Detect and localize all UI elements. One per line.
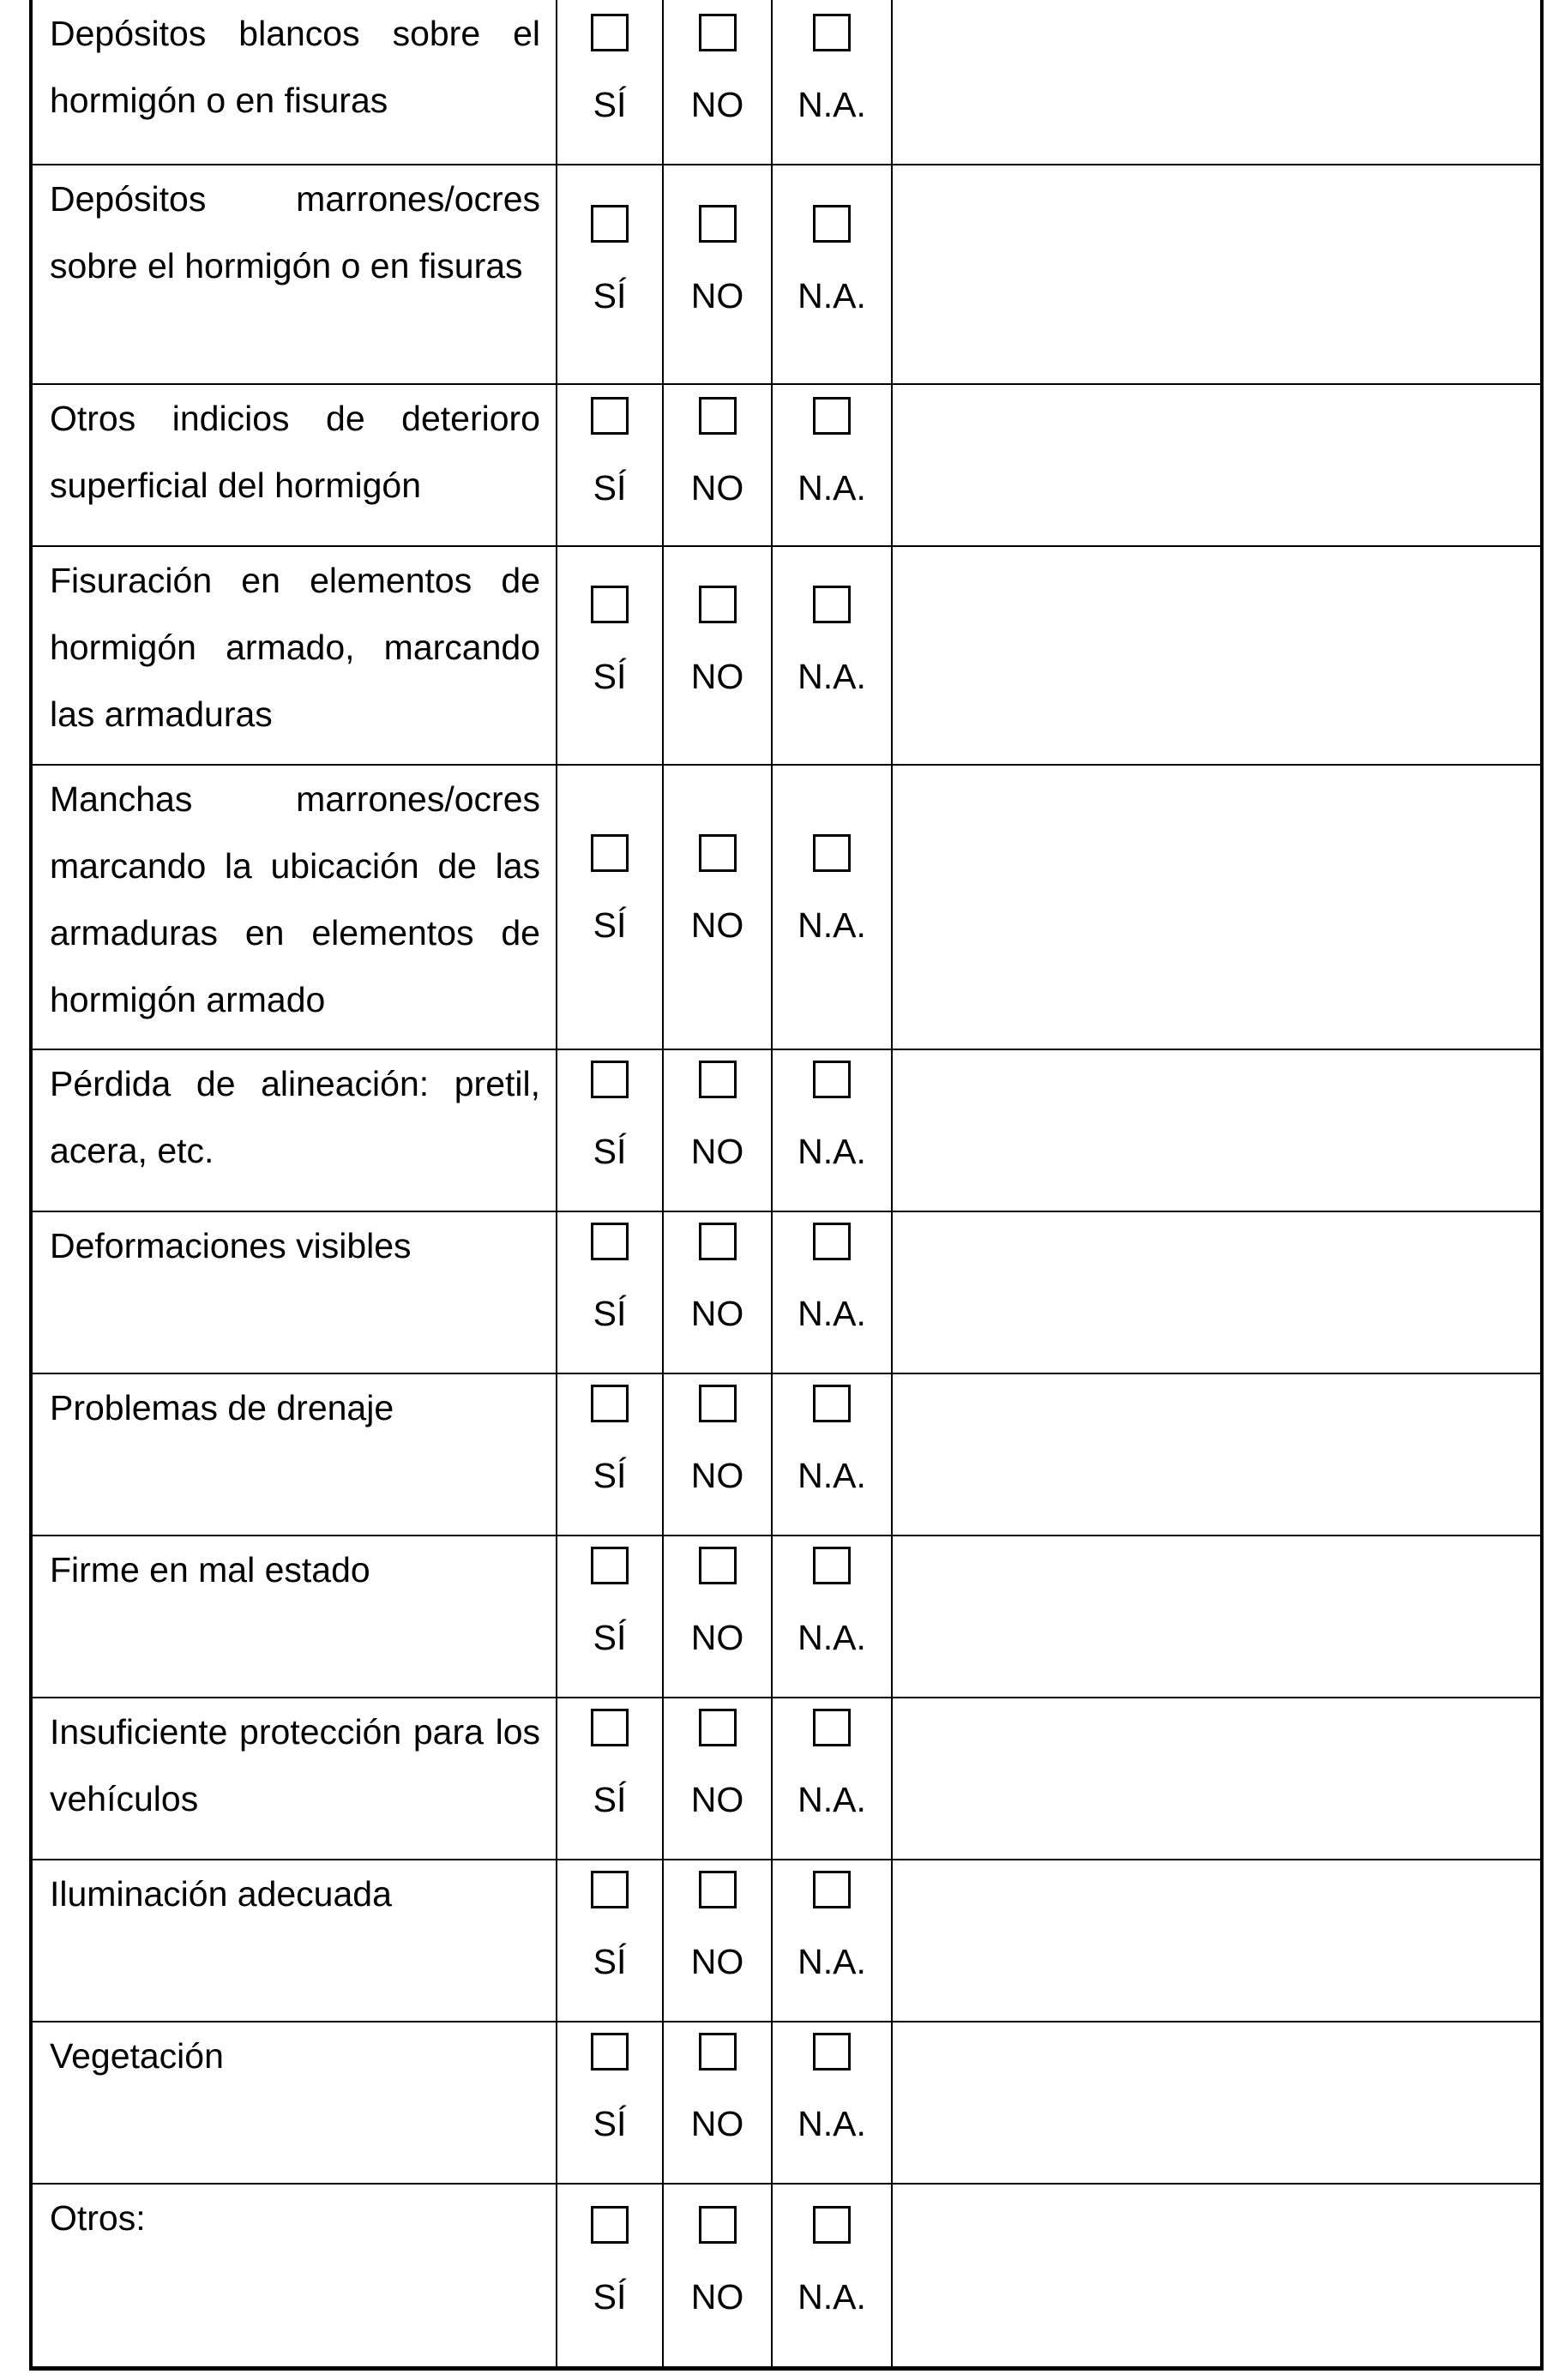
checklist-row (31, 1211, 1542, 1373)
no-checkbox[interactable] (699, 1547, 737, 1584)
na-label: N.A. (798, 1780, 866, 1819)
yes-checkbox[interactable] (591, 1547, 629, 1584)
na-label: N.A. (798, 2104, 866, 2143)
option-no-cell (663, 384, 772, 546)
row-label: Otros indicios de deterioro superficial del hormigón (50, 399, 540, 505)
checklist-row (31, 2022, 1542, 2184)
observations-cell[interactable] (892, 384, 1542, 546)
na-checkbox[interactable] (813, 205, 851, 243)
observations-cell[interactable] (892, 1049, 1542, 1211)
yes-label: SÍ (593, 657, 627, 696)
option-no-cell (663, 765, 772, 1049)
option-yes-cell (557, 1698, 663, 1860)
row-label: Problemas de drenaje (50, 1388, 394, 1427)
no-checkbox[interactable] (699, 586, 737, 623)
row-label-cell (31, 1536, 557, 1698)
row-label: Depósitos marrones/ocres sobre el hormigón o en fisuras (50, 179, 540, 285)
yes-checkbox[interactable] (591, 586, 629, 623)
na-checkbox[interactable] (813, 586, 851, 623)
option-na-cell (772, 1049, 892, 1211)
no-checkbox[interactable] (699, 397, 737, 435)
option-no-cell (663, 1536, 772, 1698)
no-checkbox[interactable] (699, 2206, 737, 2244)
yes-label: SÍ (593, 1618, 627, 1657)
option-na-cell (772, 765, 892, 1049)
option-na-cell (772, 384, 892, 546)
option-no-cell (663, 1211, 772, 1373)
no-checkbox[interactable] (699, 834, 737, 872)
na-checkbox[interactable] (813, 14, 851, 51)
no-label: NO (690, 2277, 744, 2317)
option-no-cell (663, 2022, 772, 2184)
na-checkbox[interactable] (813, 1709, 851, 1746)
checklist-row (31, 384, 1542, 546)
row-label-cell (31, 0, 557, 165)
row-label-cell (31, 546, 557, 765)
no-checkbox[interactable] (699, 1223, 737, 1260)
no-label: NO (690, 905, 744, 945)
option-yes-cell (557, 1536, 663, 1698)
option-no-cell (663, 1698, 772, 1860)
yes-label: SÍ (593, 1942, 627, 1981)
option-no-cell (663, 1860, 772, 2022)
na-checkbox[interactable] (813, 1871, 851, 1908)
na-checkbox[interactable] (813, 1385, 851, 1422)
row-label-cell (31, 765, 557, 1049)
no-checkbox[interactable] (699, 1385, 737, 1422)
option-yes-cell (557, 1049, 663, 1211)
option-yes-cell (557, 1373, 663, 1536)
na-checkbox[interactable] (813, 1223, 851, 1260)
option-yes-cell (557, 0, 663, 165)
observations-cell[interactable] (892, 0, 1542, 165)
option-na-cell (772, 2022, 892, 2184)
yes-label: SÍ (593, 1132, 627, 1171)
row-label-cell (31, 1373, 557, 1536)
na-checkbox[interactable] (813, 2206, 851, 2244)
yes-checkbox[interactable] (591, 1223, 629, 1260)
observations-cell[interactable] (892, 765, 1542, 1049)
option-yes-cell (557, 165, 663, 384)
option-no-cell (663, 546, 772, 765)
observations-cell[interactable] (892, 1860, 1542, 2022)
option-yes-cell (557, 1211, 663, 1373)
row-label: Deformaciones visibles (50, 1226, 412, 1265)
observations-cell[interactable] (892, 1373, 1542, 1536)
checklist-row (31, 1049, 1542, 1211)
option-na-cell (772, 0, 892, 165)
na-label: N.A. (798, 1294, 866, 1333)
na-checkbox[interactable] (813, 1547, 851, 1584)
yes-checkbox[interactable] (591, 2206, 629, 2244)
na-label: N.A. (798, 276, 866, 316)
no-checkbox[interactable] (699, 1709, 737, 1746)
na-checkbox[interactable] (813, 2033, 851, 2070)
option-yes-cell (557, 1860, 663, 2022)
yes-label: SÍ (593, 2104, 627, 2143)
row-label: Firme en mal estado (50, 1550, 370, 1590)
yes-checkbox[interactable] (591, 397, 629, 435)
row-label: Fisuración en elementos de hormigón armado, marcando las armaduras (50, 561, 540, 734)
yes-label: SÍ (593, 905, 627, 945)
yes-label: SÍ (593, 1294, 627, 1333)
row-label-cell (31, 165, 557, 384)
option-yes-cell (557, 2022, 663, 2184)
na-label: N.A. (798, 1456, 866, 1495)
option-no-cell (663, 165, 772, 384)
option-yes-cell (557, 2184, 663, 2368)
yes-label: SÍ (593, 1456, 627, 1495)
option-na-cell (772, 1698, 892, 1860)
no-label: NO (690, 276, 744, 316)
option-no-cell (663, 2184, 772, 2368)
option-na-cell (772, 1373, 892, 1536)
checklist-row (31, 1373, 1542, 1536)
row-label-cell (31, 2022, 557, 2184)
na-label: N.A. (798, 85, 866, 124)
no-checkbox[interactable] (699, 205, 737, 243)
na-checkbox[interactable] (813, 397, 851, 435)
na-label: N.A. (798, 1942, 866, 1981)
option-no-cell (663, 1373, 772, 1536)
no-label: NO (690, 1294, 744, 1333)
checklist-row (31, 1698, 1542, 1860)
row-label: Vegetación (50, 2036, 224, 2076)
yes-label: SÍ (593, 276, 627, 316)
observations-cell[interactable] (892, 1536, 1542, 1698)
option-na-cell (772, 1536, 892, 1698)
row-label: Insuficiente protección para los vehículos (50, 1712, 540, 1818)
no-label: NO (690, 468, 744, 508)
no-checkbox[interactable] (699, 14, 737, 51)
option-na-cell (772, 546, 892, 765)
row-label: Depósitos blancos sobre el hormigón o en fisuras (50, 14, 540, 120)
row-label: Manchas marrones/ocres marcando la ubicación de las armaduras en elementos de hormigón armado (50, 779, 540, 1019)
na-label: N.A. (798, 2277, 866, 2317)
no-label: NO (690, 657, 744, 696)
option-yes-cell (557, 546, 663, 765)
row-label: Pérdida de alineación: pretil, acera, etc. (50, 1064, 540, 1170)
yes-label: SÍ (593, 1780, 627, 1819)
na-label: N.A. (798, 905, 866, 945)
yes-checkbox[interactable] (591, 834, 629, 872)
yes-checkbox[interactable] (591, 1061, 629, 1098)
no-label: NO (690, 1780, 744, 1819)
inspection-checklist-table (29, 0, 1544, 2371)
option-no-cell (663, 1049, 772, 1211)
yes-checkbox[interactable] (591, 1385, 629, 1422)
checklist-row (31, 1536, 1542, 1698)
yes-label: SÍ (593, 468, 627, 508)
checklist-row (31, 546, 1542, 765)
no-label: NO (690, 1132, 744, 1171)
row-label-cell (31, 2184, 557, 2368)
checklist-row (31, 0, 1542, 165)
yes-checkbox[interactable] (591, 1871, 629, 1908)
observations-cell[interactable] (892, 2184, 1542, 2368)
na-label: N.A. (798, 1618, 866, 1657)
no-label: NO (690, 1942, 744, 1981)
checklist-row (31, 2184, 1542, 2368)
option-na-cell (772, 2184, 892, 2368)
option-na-cell (772, 1211, 892, 1373)
na-label: N.A. (798, 468, 866, 508)
na-label: N.A. (798, 1132, 866, 1171)
option-yes-cell (557, 384, 663, 546)
no-label: NO (690, 1618, 744, 1657)
yes-label: SÍ (593, 2277, 627, 2317)
checklist-row (31, 765, 1542, 1049)
row-label: Otros: (50, 2198, 146, 2238)
no-checkbox[interactable] (699, 1061, 737, 1098)
option-yes-cell (557, 765, 663, 1049)
yes-checkbox[interactable] (591, 14, 629, 51)
observations-cell[interactable] (892, 2022, 1542, 2184)
row-label-cell (31, 1860, 557, 2022)
row-label-cell (31, 1211, 557, 1373)
no-label: NO (690, 1456, 744, 1495)
no-checkbox[interactable] (699, 1871, 737, 1908)
yes-checkbox[interactable] (591, 205, 629, 243)
na-checkbox[interactable] (813, 1061, 851, 1098)
row-label-cell (31, 384, 557, 546)
option-na-cell (772, 1860, 892, 2022)
row-label: Iluminación adecuada (50, 1874, 392, 1914)
observations-cell[interactable] (892, 165, 1542, 384)
na-checkbox[interactable] (813, 834, 851, 872)
option-no-cell (663, 0, 772, 165)
observations-cell[interactable] (892, 546, 1542, 765)
na-label: N.A. (798, 657, 866, 696)
option-na-cell (772, 165, 892, 384)
observations-cell[interactable] (892, 1698, 1542, 1860)
observations-cell[interactable] (892, 1211, 1542, 1373)
row-label-cell (31, 1049, 557, 1211)
no-checkbox[interactable] (699, 2033, 737, 2070)
checklist-row (31, 165, 1542, 384)
yes-checkbox[interactable] (591, 1709, 629, 1746)
no-label: NO (690, 85, 744, 124)
yes-label: SÍ (593, 85, 627, 124)
no-label: NO (690, 2104, 744, 2143)
checklist-row (31, 1860, 1542, 2022)
row-label-cell (31, 1698, 557, 1860)
yes-checkbox[interactable] (591, 2033, 629, 2070)
